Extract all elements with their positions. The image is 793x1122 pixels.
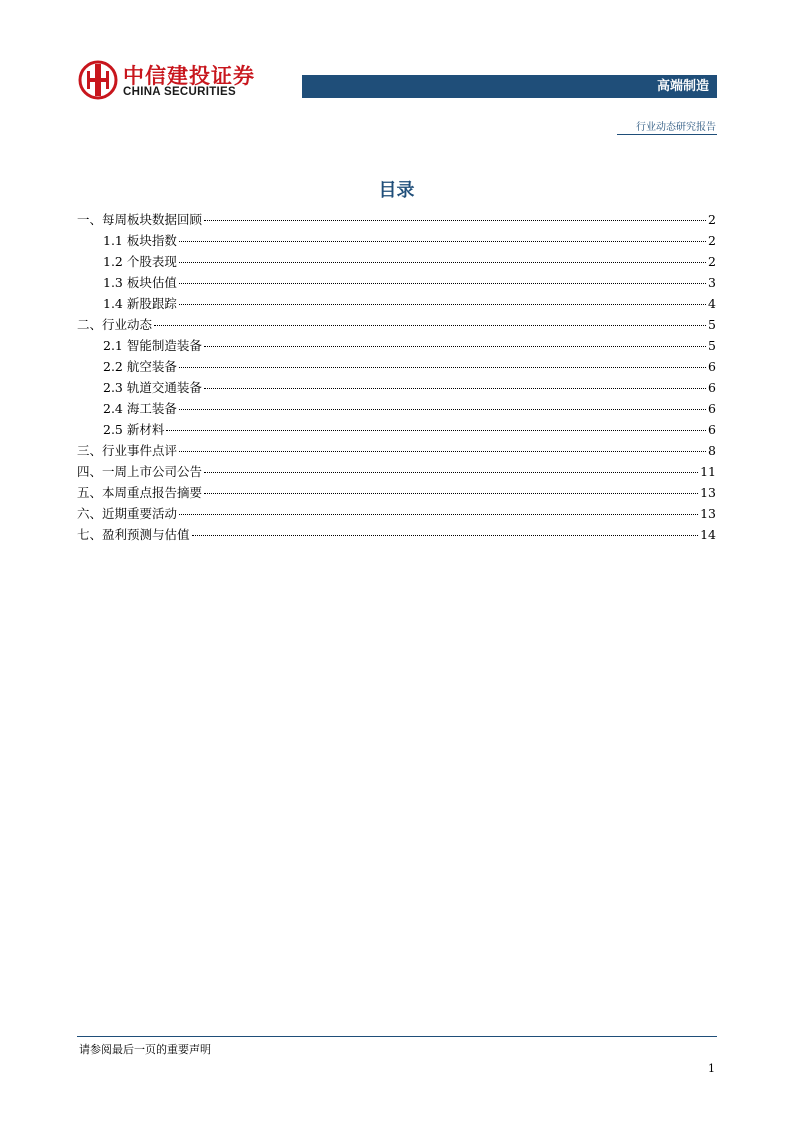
- toc-entry-label: 六、近期重要活动: [77, 506, 178, 521]
- toc-entry-page: 2: [708, 233, 716, 248]
- toc-leader-dots: [179, 514, 698, 515]
- toc-entry[interactable]: [77, 377, 716, 398]
- toc-entry[interactable]: [77, 314, 716, 335]
- toc-leader-dots: [204, 388, 706, 389]
- toc-entry-page: 6: [708, 359, 716, 374]
- toc-entry[interactable]: [77, 230, 716, 251]
- table-of-contents: [77, 209, 716, 545]
- toc-entry-page: 11: [700, 464, 716, 479]
- toc-entry-label: 1.4 新股跟踪: [103, 296, 177, 311]
- toc-entry-page: 14: [700, 527, 716, 542]
- report-type-label: 行业动态研究报告: [636, 122, 716, 133]
- logo-emblem-icon: [78, 60, 118, 100]
- toc-leader-dots: [204, 472, 698, 473]
- toc-entry[interactable]: [77, 398, 716, 419]
- toc-entry-label: 1.3 板块估值: [103, 275, 177, 290]
- logo-chinese-name: 中信建投证券: [123, 64, 255, 88]
- toc-leader-dots: [179, 241, 706, 242]
- toc-entry[interactable]: [77, 356, 716, 377]
- toc-entry-page: 8: [708, 443, 716, 458]
- china-securities-logo: [78, 60, 253, 100]
- disclaimer-note: 请参阅最后一页的重要声明: [79, 1043, 211, 1056]
- toc-leader-dots: [179, 283, 706, 284]
- toc-entry-page: 5: [708, 317, 716, 332]
- toc-entry-label: 四、一周上市公司公告: [77, 464, 203, 479]
- toc-entry-label: 二、行业动态: [77, 317, 153, 332]
- toc-entry-label: 七、盈利预测与估值: [77, 527, 190, 542]
- toc-entry[interactable]: [77, 251, 716, 272]
- toc-entry-page: 6: [708, 401, 716, 416]
- logo-english-name: CHINA SECURITIES: [123, 86, 236, 98]
- toc-entry-label: 2.2 航空装备: [103, 359, 177, 374]
- toc-entry-page: 2: [708, 212, 716, 227]
- header-divider: [617, 134, 717, 135]
- toc-leader-dots: [192, 535, 699, 536]
- sector-banner: [302, 75, 717, 98]
- toc-leader-dots: [204, 493, 698, 494]
- toc-entry[interactable]: [77, 461, 716, 482]
- toc-leader-dots: [154, 325, 706, 326]
- toc-entry[interactable]: [77, 293, 716, 314]
- toc-entry-page: 2: [708, 254, 716, 269]
- toc-entry[interactable]: [77, 335, 716, 356]
- footer-divider: [77, 1036, 717, 1037]
- toc-entry-page: 6: [708, 380, 716, 395]
- toc-entry-label: 2.4 海工装备: [103, 401, 177, 416]
- toc-leader-dots: [179, 262, 706, 263]
- toc-entry-label: 三、行业事件点评: [77, 443, 178, 458]
- toc-entry[interactable]: [77, 419, 716, 440]
- toc-title: 目录: [378, 180, 415, 201]
- toc-entry-label: 一、每周板块数据回顾: [77, 212, 203, 227]
- toc-leader-dots: [204, 220, 706, 221]
- page-number: 1: [708, 1062, 715, 1075]
- toc-entry-page: 3: [708, 275, 716, 290]
- toc-leader-dots: [179, 409, 706, 410]
- toc-leader-dots: [179, 451, 706, 452]
- toc-entry-label: 五、本周重点报告摘要: [77, 485, 203, 500]
- toc-entry-label: 2.5 新材料: [103, 422, 165, 437]
- toc-leader-dots: [179, 304, 706, 305]
- toc-entry-page: 6: [708, 422, 716, 437]
- toc-leader-dots: [166, 430, 706, 431]
- sector-label: 高端制造: [656, 79, 709, 94]
- toc-entry[interactable]: [77, 209, 716, 230]
- toc-entry-page: 13: [700, 506, 716, 521]
- toc-entry-label: 1.2 个股表现: [103, 254, 177, 269]
- toc-entry[interactable]: [77, 440, 716, 461]
- toc-entry-label: 2.3 轨道交通装备: [103, 380, 202, 395]
- toc-entry-page: 5: [708, 338, 716, 353]
- toc-entry-label: 2.1 智能制造装备: [103, 338, 202, 353]
- toc-entry-page: 13: [700, 485, 716, 500]
- toc-leader-dots: [179, 367, 706, 368]
- toc-leader-dots: [204, 346, 706, 347]
- toc-entry[interactable]: [77, 482, 716, 503]
- toc-entry-page: 4: [708, 296, 716, 311]
- toc-entry-label: 1.1 板块指数: [103, 233, 177, 248]
- toc-entry[interactable]: [77, 524, 716, 545]
- toc-entry[interactable]: [77, 503, 716, 524]
- toc-entry[interactable]: [77, 272, 716, 293]
